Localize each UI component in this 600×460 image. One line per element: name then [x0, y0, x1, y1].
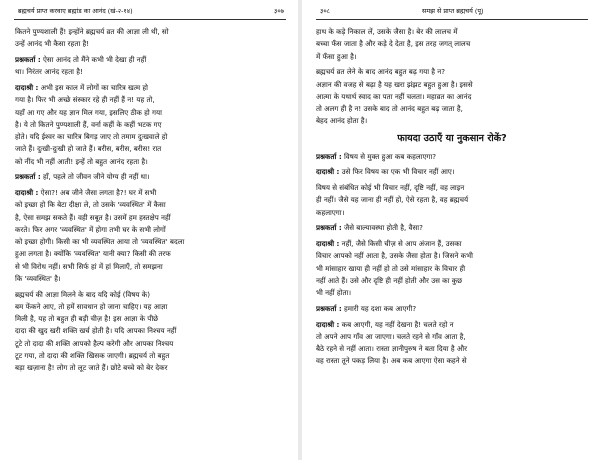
- text-line: वह रास्ता तूने पकड़ लिया है। अब कब आएगा ऐसा कहने से: [316, 356, 467, 366]
- speaker-label: प्रश्नकर्ता :: [15, 172, 41, 182]
- paragraph: [15, 54, 286, 79]
- paragraph: [316, 151, 588, 163]
- speaker-label: प्रश्नकर्ता :: [15, 55, 41, 64]
- text-line: अज्ञान की वजह से बढ़ा है यह खरा झंझट बहुत हुआ है। इससे: [316, 79, 473, 89]
- text-line: दादा की खुद खरी शक्ति खर्च होती है। यदि आपका निश्चय नहीं: [15, 326, 177, 336]
- paragraph: [15, 82, 286, 168]
- paragraph: [15, 289, 286, 375]
- line-text: ऐसा?! अब जीने जैसा लगता है?! घर में सभी: [40, 188, 157, 197]
- right-page-number: ३०८: [320, 7, 330, 15]
- line-text: ऐसा आनंद तो मैंने कभी भी देखा ही नहीं: [42, 55, 147, 64]
- text-line: [316, 238, 588, 250]
- speaker-label: प्रश्नकर्ता :: [316, 303, 342, 313]
- speaker-label: प्रश्नकर्ता :: [316, 223, 342, 233]
- text-line: [316, 151, 588, 163]
- text-line: आत्मा के यथार्थ स्वाद का पता नहीं चलता। महाव्रत का आनंद: [316, 91, 472, 101]
- right-header-rule: [316, 19, 588, 20]
- text-line: बैठे रहने से नहीं आता। रास्ता ज्ञानीपुरुष ने बता दिया है और: [316, 344, 467, 353]
- paragraph: [316, 222, 588, 234]
- left-page-body: [15, 26, 286, 378]
- text-line: ब्रह्मचर्य व्रत लेने के बाद आनंद बहुत बढ़ गया है न?: [316, 67, 446, 77]
- text-line: [316, 319, 588, 331]
- paragraph: [316, 66, 588, 127]
- speaker-label: दादाश्री :: [15, 188, 39, 197]
- text-line: [15, 171, 286, 183]
- text-line: टूट गया, तो दादा की शक्ति खिसक जाएगी। ब्रह्मचर्य तो बहुत: [15, 350, 170, 360]
- text-line: बच्चा फँस जाता है और कड़े दे देता है, इस तरह जगत् लालच: [316, 39, 471, 49]
- text-line: करते। फिर अगर 'व्यवस्थित' में होगा तभी घर के सभी लोगों: [15, 224, 166, 234]
- text-line: टूटे तो दादा की शक्ति आपको हैल्प करेगी और आपका निश्चय: [15, 338, 174, 348]
- text-line: है, ऐसा समझ सकते हैं। वही सबूत है। उसमें हम हस्तक्षेप नहीं: [15, 212, 171, 222]
- paragraph: [15, 171, 286, 183]
- line-text: हमारी यह दशा कब आएगी?: [343, 303, 417, 313]
- text-line: गया है। फिर भी अच्छे संस्कार रहे ही नहीं हैं न! यह तो,: [15, 95, 155, 105]
- speaker-label: दादाश्री :: [15, 83, 39, 92]
- speaker-label: दादाश्री :: [316, 167, 340, 177]
- text-line: [316, 222, 588, 234]
- text-line: [316, 166, 588, 178]
- paragraph: [316, 166, 588, 178]
- paragraph: [316, 26, 588, 63]
- text-line: मिली है, यह तो बहुत ही बड़ी चीज़ है! इस आज्ञा के पीछे: [15, 314, 159, 323]
- text-line: विषय से संबंधित कोई भी विचार नहीं, दृष्टि नहीं, वह लाइन: [316, 183, 465, 192]
- paragraph: [316, 303, 588, 315]
- text-line: नहीं आते हैं। उसे और दृष्टि ही नहीं होती और उस का कुछ: [316, 275, 463, 285]
- left-running-head: ब्रह्मचर्य प्राप्त करवाए ब्रह्मांड का आनंद (खं-२-१४): [18, 7, 133, 15]
- speaker-label: प्रश्नकर्ता :: [316, 151, 342, 161]
- left-header-rule: [14, 19, 286, 20]
- right-top-paragraphs: [316, 26, 588, 128]
- text-line: में फँसा हुआ है।: [316, 51, 357, 61]
- text-line: कि 'व्यवस्थित' है।: [15, 273, 61, 283]
- text-line: कहलाएगा।: [316, 207, 345, 217]
- speaker-label: दादाश्री :: [316, 239, 340, 248]
- text-line: ब्रह्मचर्य की आज्ञा मिलने के बाद यदि कोई (विषय के): [15, 289, 150, 299]
- text-line: से भी विरोध नहीं। सभी सिर्फ हां में हां मिलाएँ, तो समझना: [15, 261, 163, 271]
- line-text: अभी इस काल में लोगों का चारित्र खत्म हो: [40, 83, 148, 92]
- line-text: जैसे बाल्यावस्था होती है, वैसा?: [343, 223, 423, 233]
- paragraph: [15, 187, 286, 285]
- right-page-body: [316, 26, 588, 371]
- text-line: [15, 187, 286, 199]
- paragraph: [316, 319, 588, 368]
- paragraph: [15, 26, 286, 51]
- text-line: हाथ के कड़े निकाल लें, उसके जैसा है। बेर की लालच में: [316, 27, 458, 36]
- text-line: है। ये तो कितने पुण्यशाली हैं, वर्ना कहीं के कहीं भटक गए: [15, 119, 162, 129]
- left-page: [0, 0, 298, 460]
- text-line: जाते हैं। दुःखी-दुःखी हो जाते हैं। बरीस, बरीस, बरीस! रात: [15, 144, 162, 154]
- text-line: बम फेंकने आए, तो हमें सावधान हो जाना चाहिए। यह आज्ञा: [15, 301, 168, 311]
- line-text: हाँ, पहले तो जीवन जीने योग्य ही नहीं था।: [42, 172, 150, 182]
- text-line: तो अपने आप गाँव आ जाएगा। चलते रहने से गाँव आता है,: [316, 331, 466, 341]
- text-line: [15, 54, 286, 66]
- line-text: नहीं, जैसे किसी चीज़ से आप अंजान हैं, उसका: [341, 239, 462, 248]
- paragraph: [316, 182, 588, 219]
- text-line: यहाँ आ गए और यह ज्ञान मिल गया, इसलिए ठीक हो गया: [15, 107, 162, 117]
- paragraph: [316, 238, 588, 299]
- text-line: को नींद भी नहीं आती! इन्हें तो बहुत आनंद रहता है।: [15, 156, 148, 166]
- line-text: विषय से मुक्त हुआ कब कहलाएगा?: [343, 151, 437, 161]
- text-line: उन्हें आनंद भी कैसा रहता है!: [15, 39, 90, 49]
- text-line: [15, 82, 286, 94]
- left-page-number: ३०७: [274, 7, 284, 15]
- text-line: था। निरंतर आनंद रहता है!: [15, 67, 83, 77]
- text-line: को इच्छा होगी। किसी का भी व्यवस्थित आया तो 'व्यवस्थित' बदला: [15, 237, 185, 246]
- text-line: भी नहीं होता।: [316, 288, 352, 297]
- text-line: हुआ लगता है। क्योंकि 'व्यवस्थित' यानी क्या? किसी की तरफ: [15, 249, 171, 259]
- text-line: विचार आपको नहीं आता है, उसके जैसा होता है। जिसने कभी: [316, 251, 473, 261]
- line-text: कब आएगी, यह नहीं देखना है! चलते रहो न: [341, 319, 454, 329]
- text-line: ही नहीं। जैसे यह जाना ही नहीं हो, ऐसे रहता है, वह ब्रह्मचर्य: [316, 195, 469, 205]
- section-heading: फायदा उठाएँ या नुकसान रोकें?: [397, 132, 507, 144]
- right-page: [302, 0, 600, 460]
- line-text: उसे फिर विषय का एक भी विचार नहीं आए।: [341, 167, 455, 177]
- text-line: तो अलग ही है न! उसके बाद तो आनंद बहुत बढ़ जाता है,: [316, 104, 463, 113]
- text-line: बड़ा खज़ाना है! लोग तो लूट जाते हैं। छोटे बच्चे को बेर देकर: [15, 363, 168, 372]
- text-line: को इच्छा हो कि बेटा दीक्षा ले, तो उसके 'व्यवस्थित' में कैसा: [15, 200, 166, 210]
- text-line: होते। यदि ईश्वर का चारित्र बिगड़ जाए तो तमाम दुःखवाले हो: [15, 132, 168, 141]
- text-line: कितने पुण्यशाली हैं! इन्होंने ब्रह्मचर्य व्रत की आज्ञा ली थी, सो: [15, 27, 169, 36]
- text-line: [316, 303, 588, 315]
- text-line: बेहद आनंद होता है।: [316, 116, 368, 126]
- text-line: भी मांसाहार खाया ही नहीं हो तो उसे मांसाहार के विचार ही: [316, 263, 466, 273]
- right-bottom-paragraphs: [316, 151, 588, 368]
- right-running-head: समझ से प्राप्त ब्रह्मचर्य (पू): [422, 7, 484, 15]
- speaker-label: दादाश्री :: [316, 319, 340, 329]
